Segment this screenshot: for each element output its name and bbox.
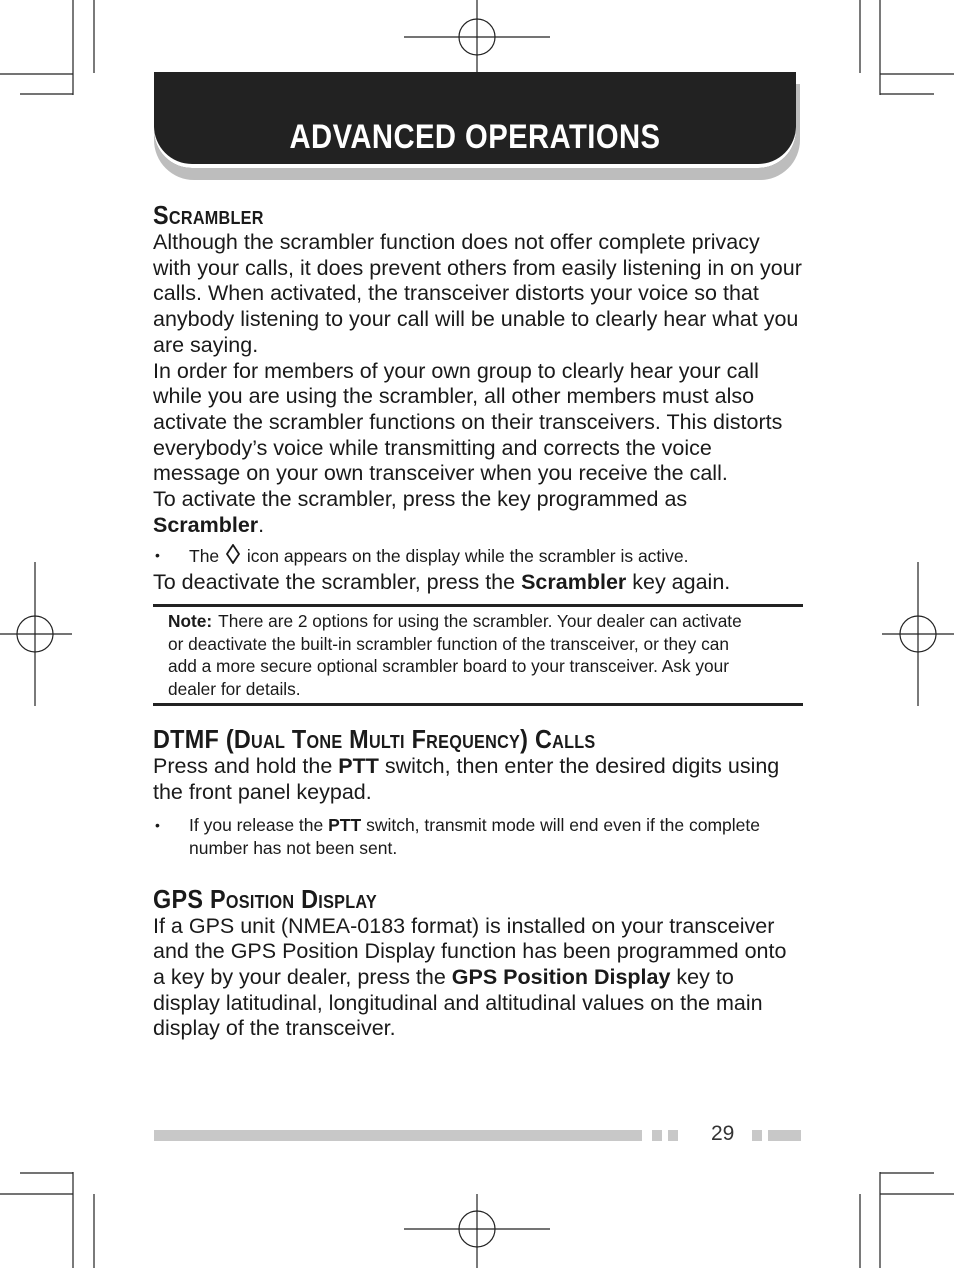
- scrambler-key-name-2: Scrambler: [521, 570, 627, 595]
- footer-bar-left: [154, 1130, 642, 1141]
- section-heading-gps: GPS Position Display: [153, 883, 377, 914]
- scrambler-p4-post: key again.: [632, 570, 731, 595]
- dtmf-bullet-ptt: PTT: [328, 814, 362, 835]
- section-gps: [153, 884, 803, 1043]
- note-text: There are 2 options for using the scrambler. Your dealer can activate or deactivate the built-in scrambler function of the transceiver, or they can add a more secure optional scrambler board to your transceiver. Ask your dealer for details.: [168, 611, 742, 699]
- scrambler-paragraph-4: [153, 570, 803, 596]
- scrambler-diamond-icon: [226, 544, 240, 564]
- chapter-banner: [154, 72, 800, 182]
- scrambler-p3-end: .: [258, 512, 265, 537]
- scrambler-note: [153, 604, 803, 706]
- section-heading-dtmf: DTMF (Dual Tone Multi Frequency) Calls: [153, 724, 596, 755]
- scrambler-paragraph-2: In order for members of your own group to clearly hear your call while you are using the scrambler, all other members must also activate the scrambler functions on their transceivers. This distorts everybody’s voice while transmitting and corrects the voice message on your own transceiver when you receive the call.: [153, 358, 783, 486]
- scrambler-key-name: Scrambler: [153, 512, 259, 537]
- section-scrambler: [153, 200, 803, 706]
- scrambler-bullet-post: icon appears on the display while the scrambler is active.: [246, 546, 689, 567]
- dtmf-ptt: PTT: [338, 754, 379, 779]
- scrambler-bullet-pre: The: [189, 546, 220, 567]
- dtmf-bullet-pre: If you release the: [189, 814, 324, 835]
- banner-body: [154, 72, 796, 168]
- section-dtmf: [153, 724, 803, 859]
- gps-p1-pre: If a GPS unit (NMEA-0183 format) is installed on your transceiver and the GPS Position Display function has been programmed onto a key by your dealer, press the: [153, 913, 787, 989]
- section-heading-scrambler: Scrambler: [153, 200, 264, 230]
- main-content: [153, 200, 803, 1042]
- scrambler-paragraph-3: [153, 487, 803, 538]
- note-label: Note:: [168, 611, 213, 632]
- gps-paragraph-1: [153, 914, 803, 1043]
- dtmf-bullet: [153, 814, 803, 860]
- scrambler-p3-text: To activate the scrambler, press the key programmed as: [153, 487, 688, 512]
- gps-key-name: GPS Position Display: [451, 964, 671, 989]
- dtmf-bullet-post: switch, transmit mode will end even if the complete number has not been sent.: [189, 814, 760, 858]
- scrambler-bullet: [153, 544, 803, 568]
- scrambler-p4-pre: To deactivate the scrambler, press the: [153, 570, 516, 595]
- dtmf-paragraph-1: [153, 754, 803, 805]
- footer-square-3: [752, 1130, 762, 1141]
- dtmf-p1-pre: Press and hold the: [153, 754, 333, 779]
- dtmf-p1-post: switch, then enter the desired digits using the front panel keypad.: [153, 754, 780, 804]
- footer-bar-right: [768, 1130, 801, 1141]
- footer-square-1: [652, 1130, 662, 1141]
- footer-square-2: [668, 1130, 678, 1141]
- gps-p1-post: key to display latitudinal, longitudinal and altitudinal values on the main display of the transceiver.: [153, 964, 763, 1041]
- scrambler-paragraph-1: Although the scrambler function does not offer complete privacy with your calls, it does prevent others from easily listening in on your calls. When activated, the transceiver distorts your voice so that anybody listening to your call will be unable to clearly hear what you are saying.: [153, 230, 802, 357]
- page-number: 29: [711, 1122, 735, 1145]
- page-title: ADVANCED OPERATIONS: [289, 118, 661, 156]
